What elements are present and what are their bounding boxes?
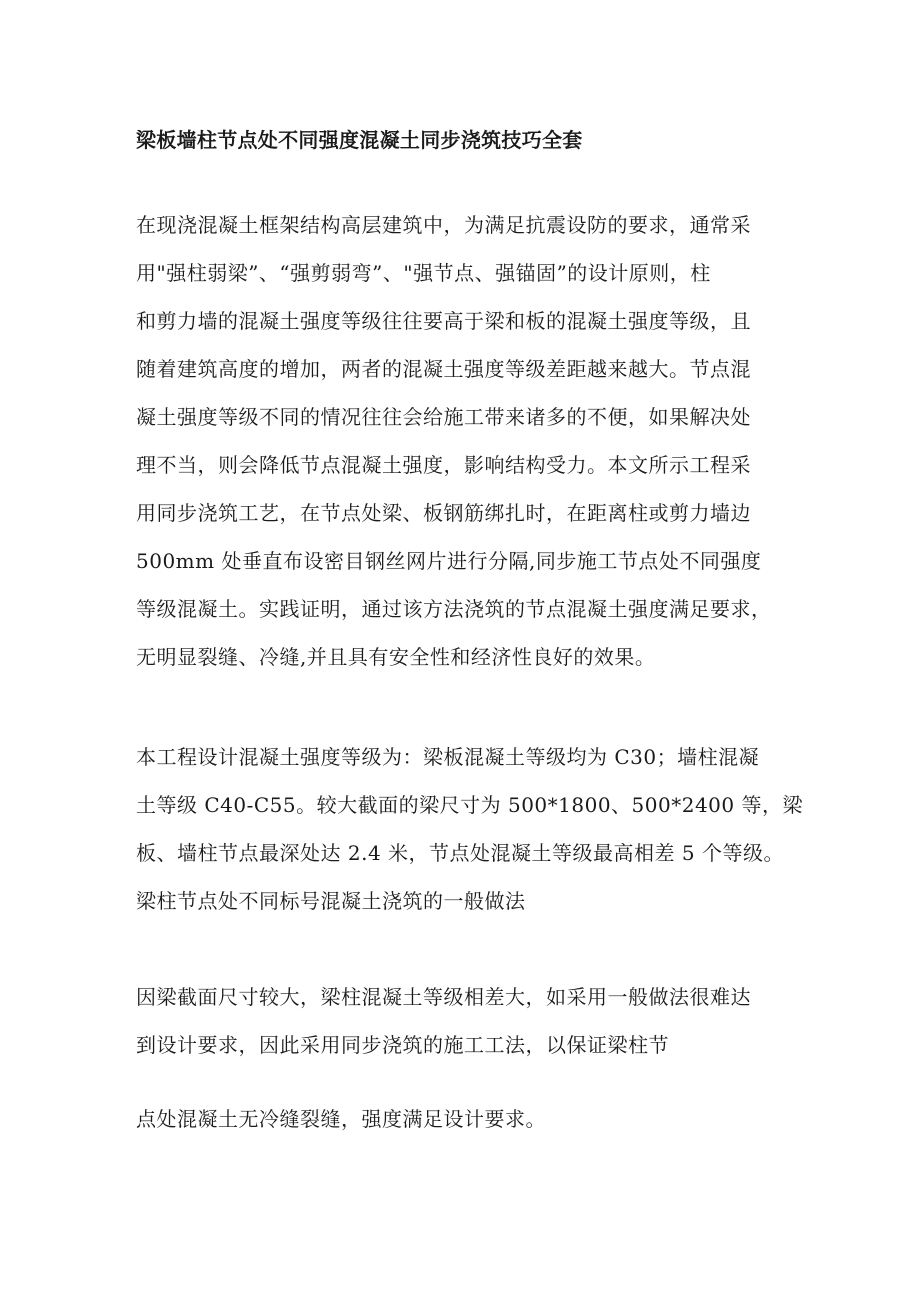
text-line: 到设计要求，因此采用同步浇筑的施工工法，以保证梁柱节: [136, 1033, 669, 1057]
paragraph-conclusion: [136, 1095, 816, 1143]
paragraph-intro: [136, 201, 816, 681]
text-line: 板、墙柱节点最深处达 2.4 米，节点处混凝土等级最高相差 5 个等级。: [136, 841, 784, 865]
text-line: 无明显裂缝、冷缝,并且具有安全性和经济性良好的效果。: [136, 645, 656, 669]
text-line: 在现浇混凝土框架结构高层建筑中，为满足抗震设防的要求，通常采: [136, 213, 751, 237]
text-line: 随着建筑高度的增加，两者的混凝土强度等级差距越来越大。节点混: [136, 357, 751, 381]
text-line: 凝土强度等级不同的情况往往会给施工带来诸多的不便，如果解决处: [136, 405, 751, 429]
text-line: 因梁截面尺寸较大，梁柱混凝土等级相差大，如采用一般做法很难达: [136, 985, 751, 1009]
text-line: 和剪力墙的混凝土强度等级往往要高于梁和板的混凝土强度等级，且: [136, 309, 751, 333]
paragraph-method: [136, 973, 816, 1069]
text-line: 用同步浇筑工艺，在节点处梁、板钢筋绑扎时，在距离柱或剪力墙边: [136, 501, 751, 525]
text-line: 500mm 处垂直布设密目钢丝网片进行分隔,同步施工节点处不同强度: [136, 549, 762, 573]
text-line: 梁柱节点处不同标号混凝土浇筑的一般做法: [136, 889, 526, 913]
text-line: 理不当，则会降低节点混凝土强度，影响结构受力。本文所示工程采: [136, 453, 751, 477]
text-line: 用"强柱弱梁”、“强剪弱弯”、"强节点、强锚固”的设计原则，柱: [136, 261, 711, 285]
text-line: 土等级 C40-C55。较大截面的梁尺寸为 500*1800、500*2400 等，梁: [136, 793, 803, 817]
text-line: 本工程设计混凝土强度等级为：梁板混凝土等级均为 C30；墙柱混凝: [136, 745, 760, 769]
paragraph-project-specs: [136, 733, 816, 925]
text-line: 点处混凝土无冷缝裂缝，强度满足设计要求。: [136, 1107, 546, 1131]
document-title: 梁板墙柱节点处不同强度混凝土同步浇筑技巧全套: [136, 128, 583, 152]
text-line: 等级混凝土。实践证明，通过该方法浇筑的节点混凝土强度满足要求，: [136, 597, 772, 621]
